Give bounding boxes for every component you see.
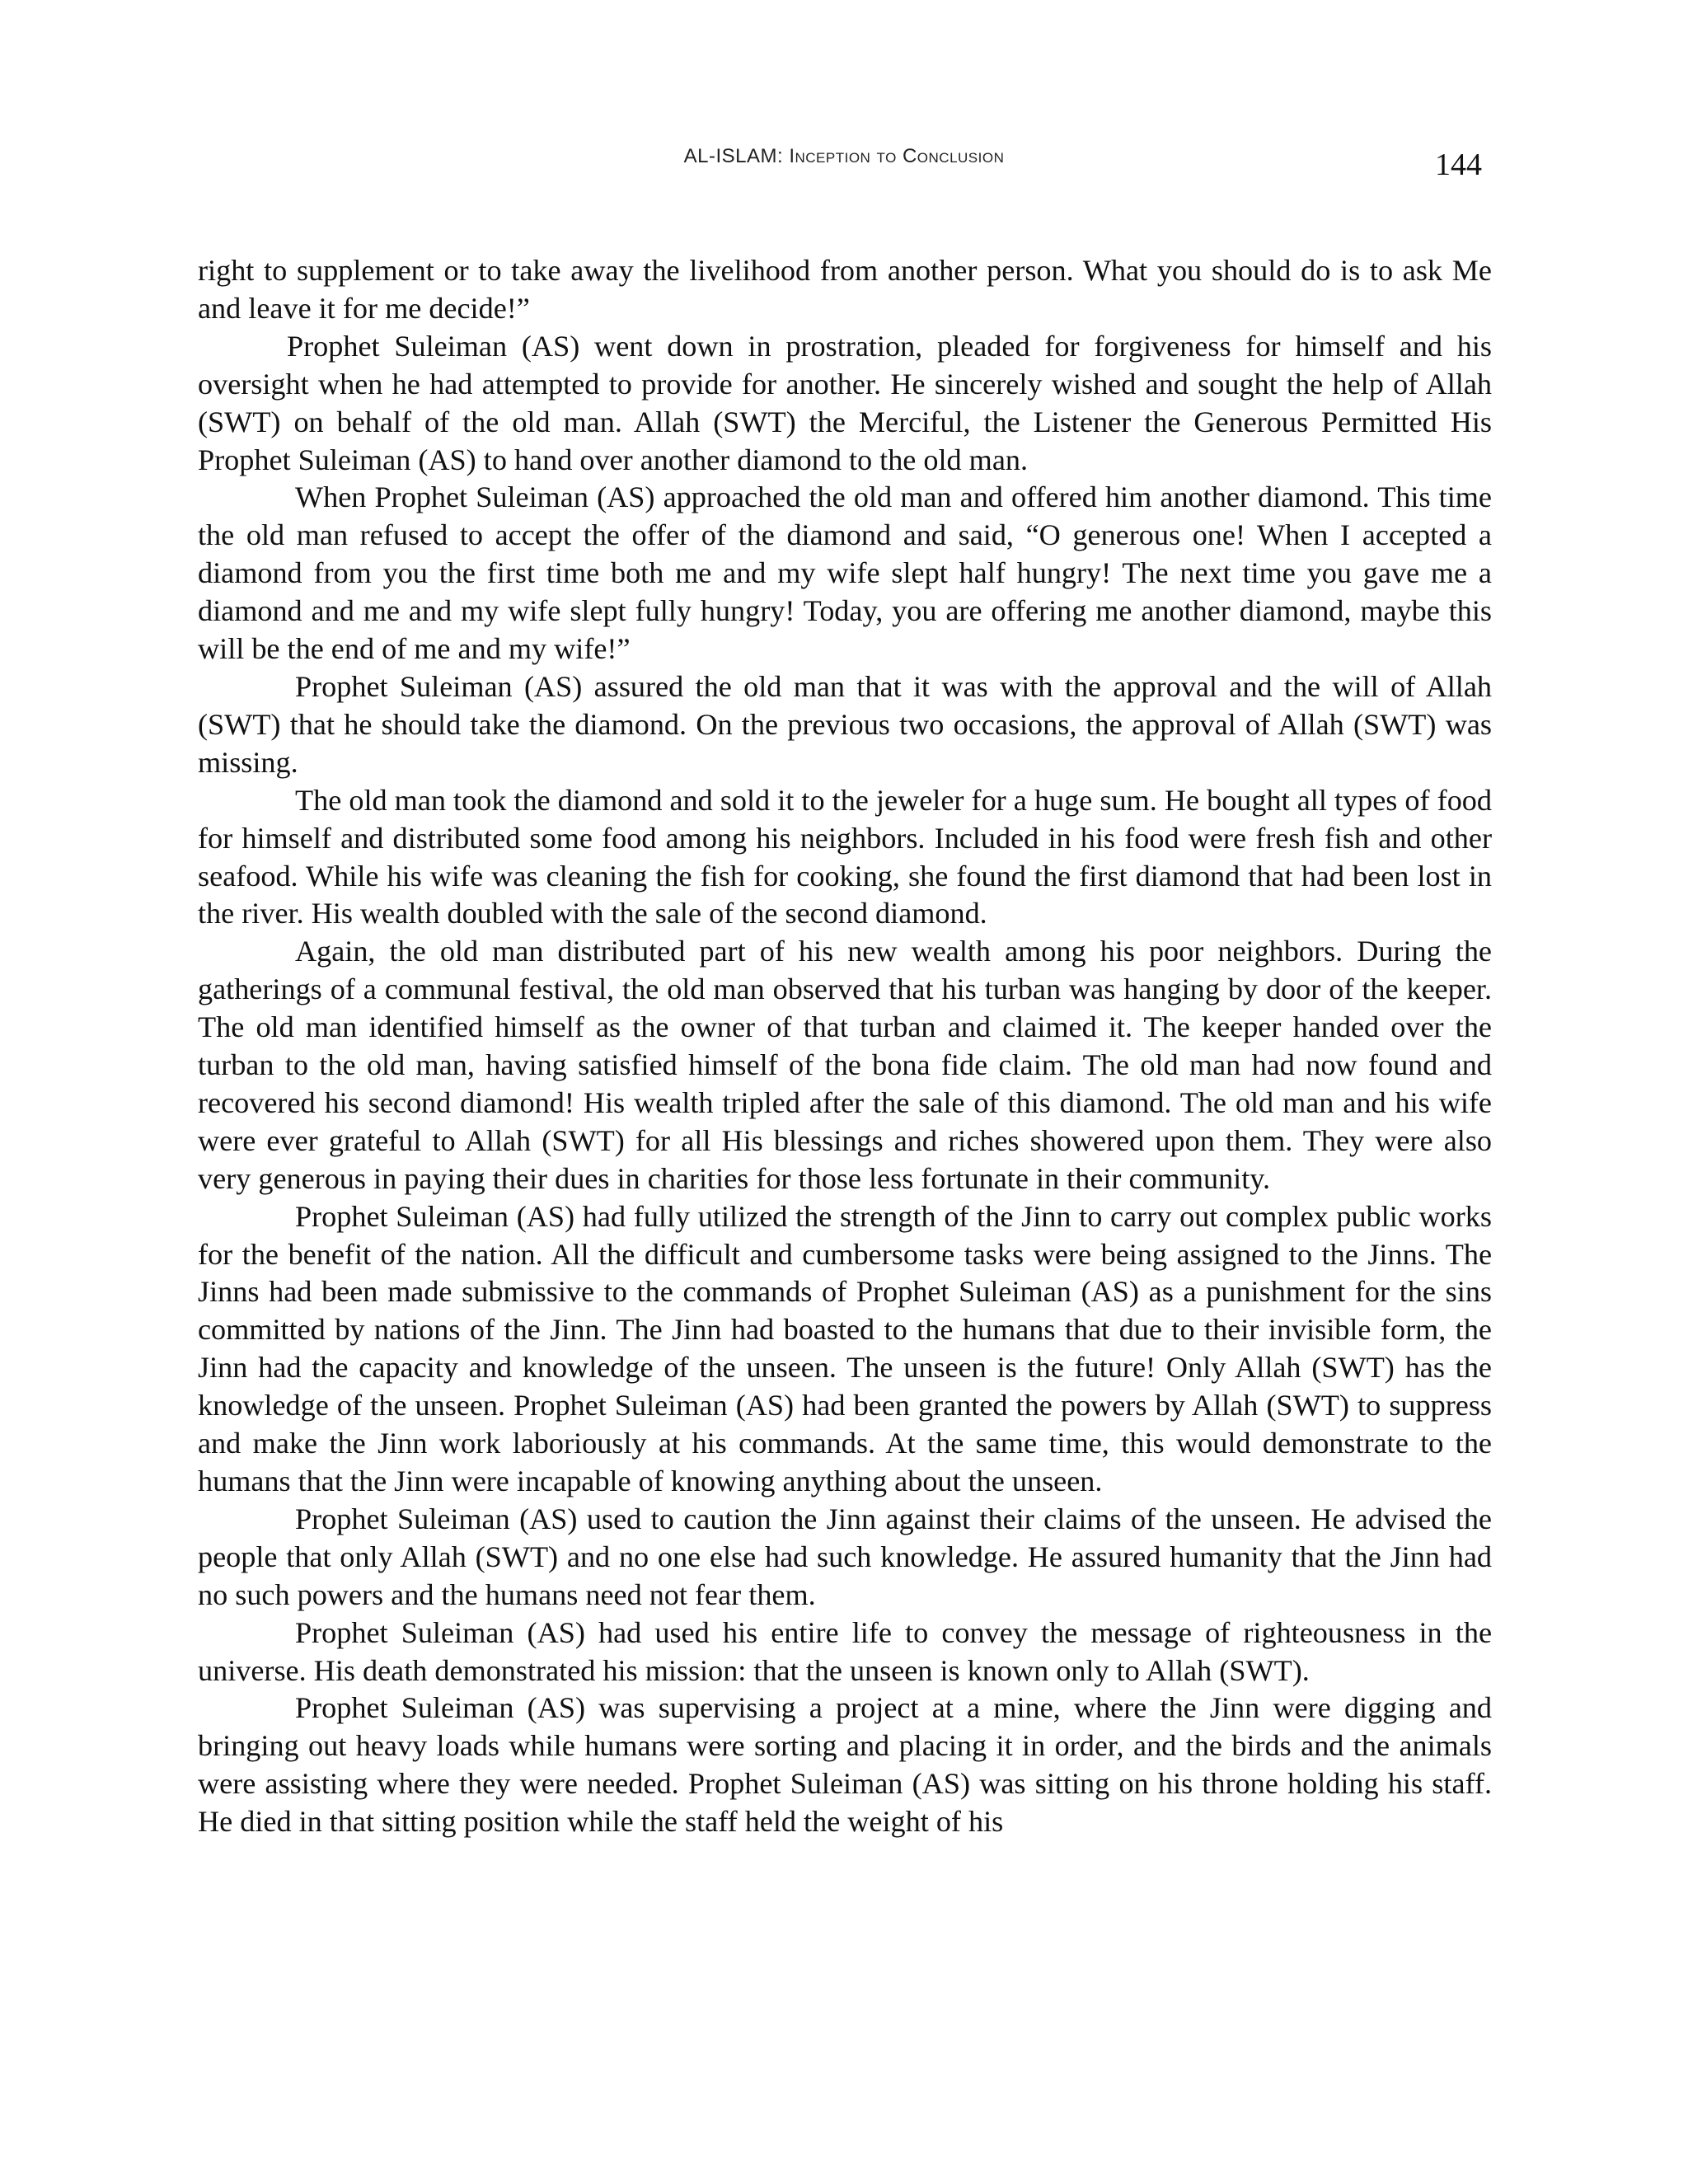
paragraph: Prophet Suleiman (AS) used to caution the Jinn against their claims of the unseen. He advised the people that only Allah (SWT) and no one else had such knowledge. He assured humanity that the Jinn had no such powers and the humans need not fear them. <box>198 1502 1492 1611</box>
paragraph: Prophet Suleiman (AS) was supervising a project at a mine, where the Jinn were digging and bringing out heavy loads while humans were sorting and placing it in order, and the birds and the animals were assisting where they were needed. Prophet Suleiman (AS) was sitting on his throne holding his staff. He died in that sitting position while the staff held the weight of his <box>198 1691 1492 1839</box>
paragraph: Prophet Suleiman (AS) went down in prostration, pleaded for forgiveness for himself and his oversight when he had attempted to provide for another. He sincerely wished and sought the help of Allah (SWT) on behalf of the old man. Allah (SWT) the Merciful, the Listener the Generous Permitted His Prophet Suleiman (AS) to hand over another diamond to the old man. <box>198 329 1492 476</box>
paragraph: When Prophet Suleiman (AS) approached the old man and offered him another diamond. This time the old man refused to accept the offer of the diamond and said, “O generous one! When I accepted a diamond from you the first time both me and my wife slept half hungry! The next time you gave me a diamond and me and my wife slept fully hungry! Today, you are offering me another diamond, maybe this will be the end of me and my wife!” <box>198 480 1492 666</box>
paragraph: The old man took the diamond and sold it to the jeweler for a huge sum. He bought all types of food for himself and distributed some food among his neighbors. Included in his food were fresh fish and other seafood. While his wife was cleaning the fish for cooking, she found the first diamond that had been lost in the river. His wealth doubled with the sale of the second diamond. <box>198 783 1492 930</box>
paragraph: Prophet Suleiman (AS) had fully utilized the strength of the Jinn to carry out complex public works for the benefit of the nation. All the difficult and cumbersome tasks were being assigned to the Jinns. The Jinns had been made submissive to the commands of Prophet Suleiman (AS) as a punishment for the sins committed by nations of the Jinn. The Jinn had boasted to the humans that due to their invisible form, the Jinn had the capacity and knowledge of the unseen. The unseen is the future! Only Allah (SWT) has the knowledge of the unseen. Prophet Suleiman (AS) had been granted the powers by Allah (SWT) to suppress and make the Jinn work laboriously at his commands. At the same time, this would demonstrate to the humans that the Jinn were incapable of knowing anything about the unseen. <box>198 1199 1492 1497</box>
page-number: 144 <box>1435 148 1482 182</box>
running-header-title-rest: : Inception to Conclusion <box>776 145 1005 167</box>
paragraph: Prophet Suleiman (AS) assured the old man that it was with the approval and the will of Allah (SWT) that he should take the diamond. On the previous two occasions, the approval of Allah (SWT) was missing. <box>198 669 1492 779</box>
running-header-title-main: AL-ISLAM <box>683 145 777 167</box>
body-text <box>198 252 1492 1841</box>
paragraph: Again, the old man distributed part of his new wealth among his poor neighbors. During the gatherings of a communal festival, the old man observed that his turban was hanging by door of the keeper. The old man identified himself as the owner of that turban and claimed it. The keeper handed over the turban to the old man, having satisfied himself of the bona fide claim. The old man had now found and recovered his second diamond! His wealth tripled after the sale of this diamond. The old man and his wife were ever grateful to Allah (SWT) for all His blessings and riches showered upon them. They were also very generous in paying their dues in charities for those less fortunate in their community. <box>198 935 1492 1195</box>
paragraph: Prophet Suleiman (AS) had used his entire life to convey the message of righteousness in the universe. His death demonstrated his mission: that the unseen is known only to Allah (SWT). <box>198 1615 1492 1687</box>
paragraph-continuation: right to supplement or to take away the livelihood from another person. What you should do is to ask Me and leave it for me decide!” <box>198 254 1492 325</box>
